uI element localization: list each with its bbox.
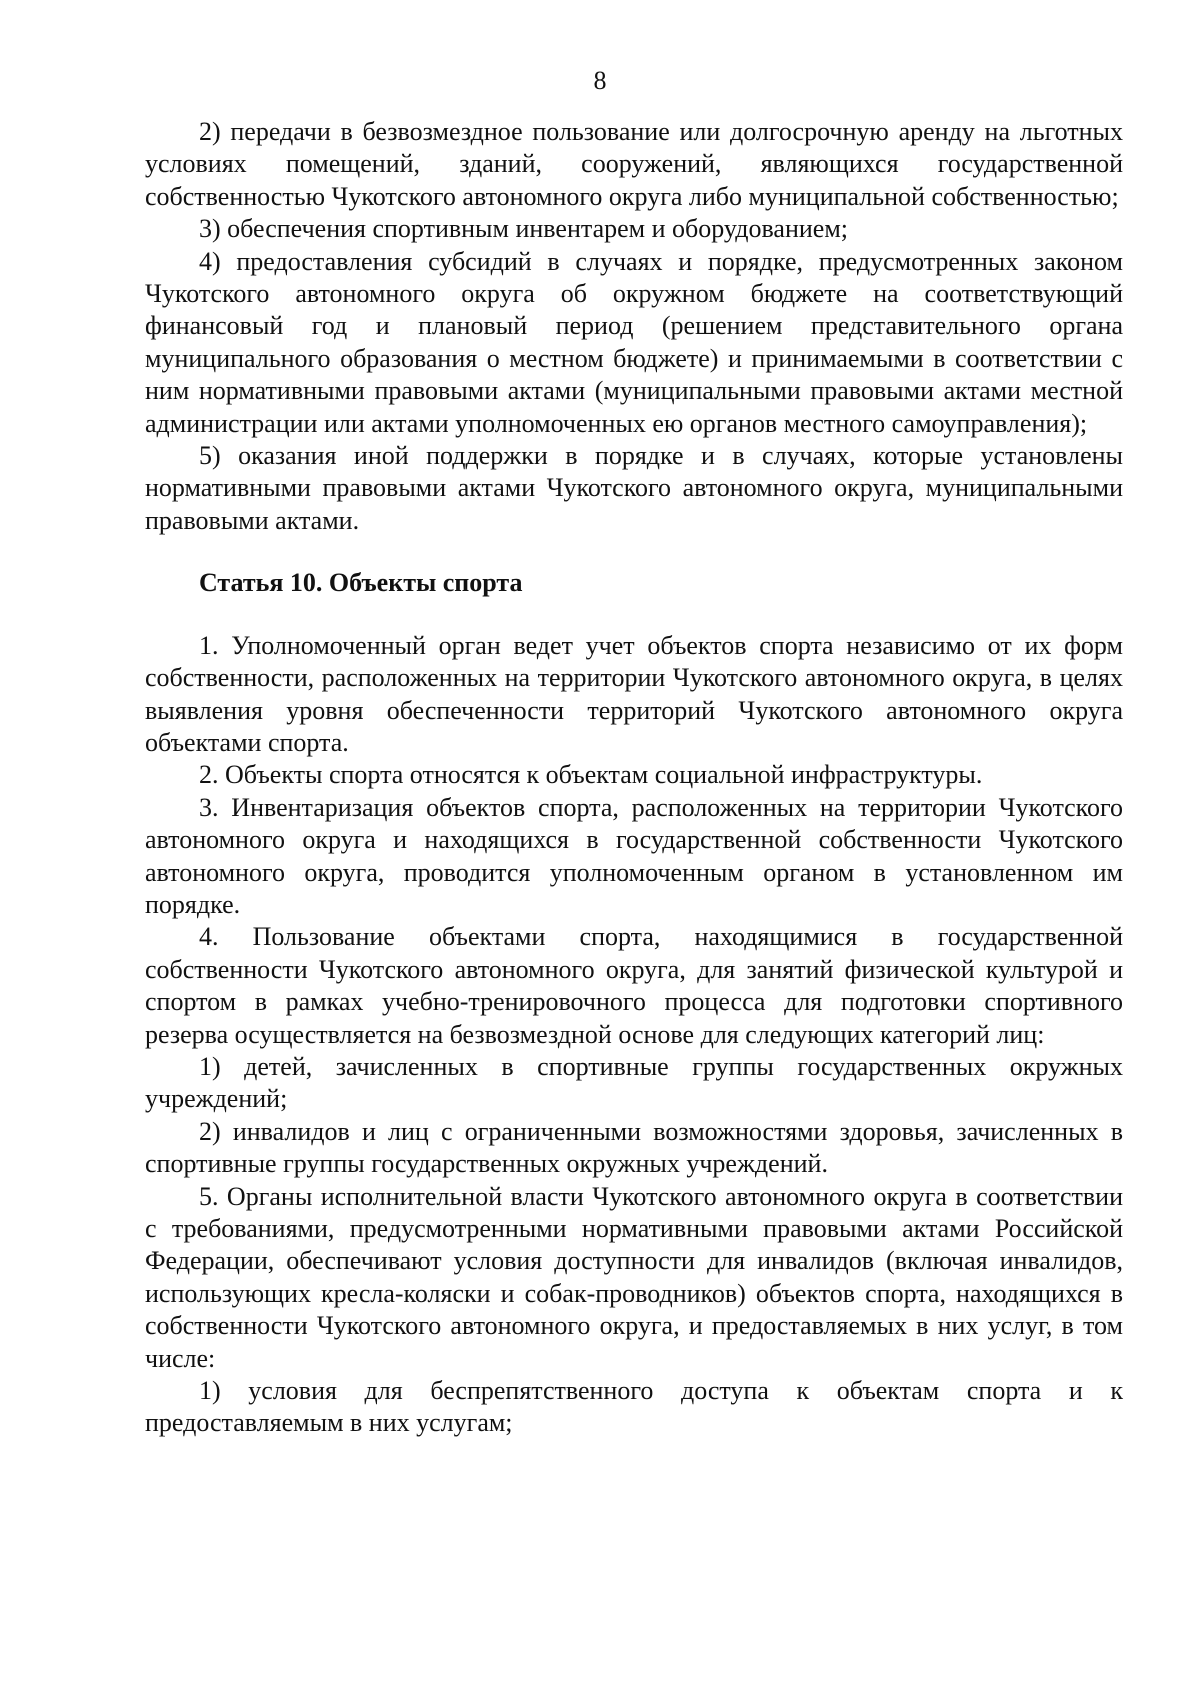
paragraph: 5. Органы исполнительной власти Чукотского автономного округа в соответствии с требованиями, предусмотренными нормативными правовыми актами Российской Федерации, обеспечивают условия доступности для инвалидов (включая инвалидов, использующих кресла-коляски и собак-проводников) объектов спорта, находящихся в собственности Чукотского автономного округа, и предоставляемых в них услуг, в том числе: — [145, 1181, 1123, 1373]
paragraph: 3. Инвентаризация объектов спорта, расположенных на территории Чукотского автономного округа и находящихся в государственной собственности Чукотского автономного округа, проводится уполномоченным органом в установленном им порядке. — [145, 792, 1123, 919]
paragraph: 3) обеспечения спортивным инвентарем и оборудованием; — [199, 214, 849, 244]
paragraph: 1) условия для беспрепятственного доступа к объектам спорта и к предоставляемым в них услугам; — [145, 1376, 1123, 1438]
paragraph: 1) детей, зачисленных в спортивные группы государственных окружных учреждений; — [145, 1051, 1123, 1114]
article-heading: Статья 10. Объекты спорта — [199, 568, 523, 598]
paragraph: 2. Объекты спорта относятся к объектам социальной инфраструктуры. — [199, 760, 983, 790]
paragraph: 4) предоставления субсидий в случаях и порядке, предусмотренных законом Чукотского автономного округа об окружном бюджете на соответствующий финансовый год и плановый период (решением представительного органа муниципального образования о местном бюджете) и принимаемыми в соответствии с ним нормативными правовыми актами (муниципальными правовыми актами местной администрации или актами уполномоченных ею органов местного самоуправления); — [145, 246, 1123, 438]
page-number: 8 — [593, 66, 607, 95]
paragraph: 1. Уполномоченный орган ведет учет объектов спорта независимо от их форм собственности, расположенных на территории Чукотского автономного округа, в целях выявления уровня обеспеченности территорий Чукотского автономного округа объектами спорта. — [145, 630, 1123, 757]
document-body — [145, 116, 1123, 1440]
paragraph: 4. Пользование объектами спорта, находящимися в государственной собственности Чукотского автономного округа, для занятий физической культурой и спортом в рамках учебно-тренировочного процесса для подготовки спортивного резерва осуществляется на безвозмездной основе для следующих категорий лиц: — [145, 922, 1123, 1049]
paragraph: 5) оказания иной поддержки в порядке и в случаях, которые установлены нормативными правовыми актами Чукотского автономного округа, муниципальными правовыми актами. — [145, 441, 1123, 535]
paragraph: 2) инвалидов и лиц с ограниченными возможностями здоровья, зачисленных в спортивные группы государственных окружных учреждений. — [145, 1116, 1123, 1179]
paragraph: 2) передачи в безвозмездное пользование или долгосрочную аренду на льготных условиях помещений, зданий, сооружений, являющихся государственной собственностью Чукотского автономного округа либо муниципальной собственностью; — [145, 117, 1123, 211]
